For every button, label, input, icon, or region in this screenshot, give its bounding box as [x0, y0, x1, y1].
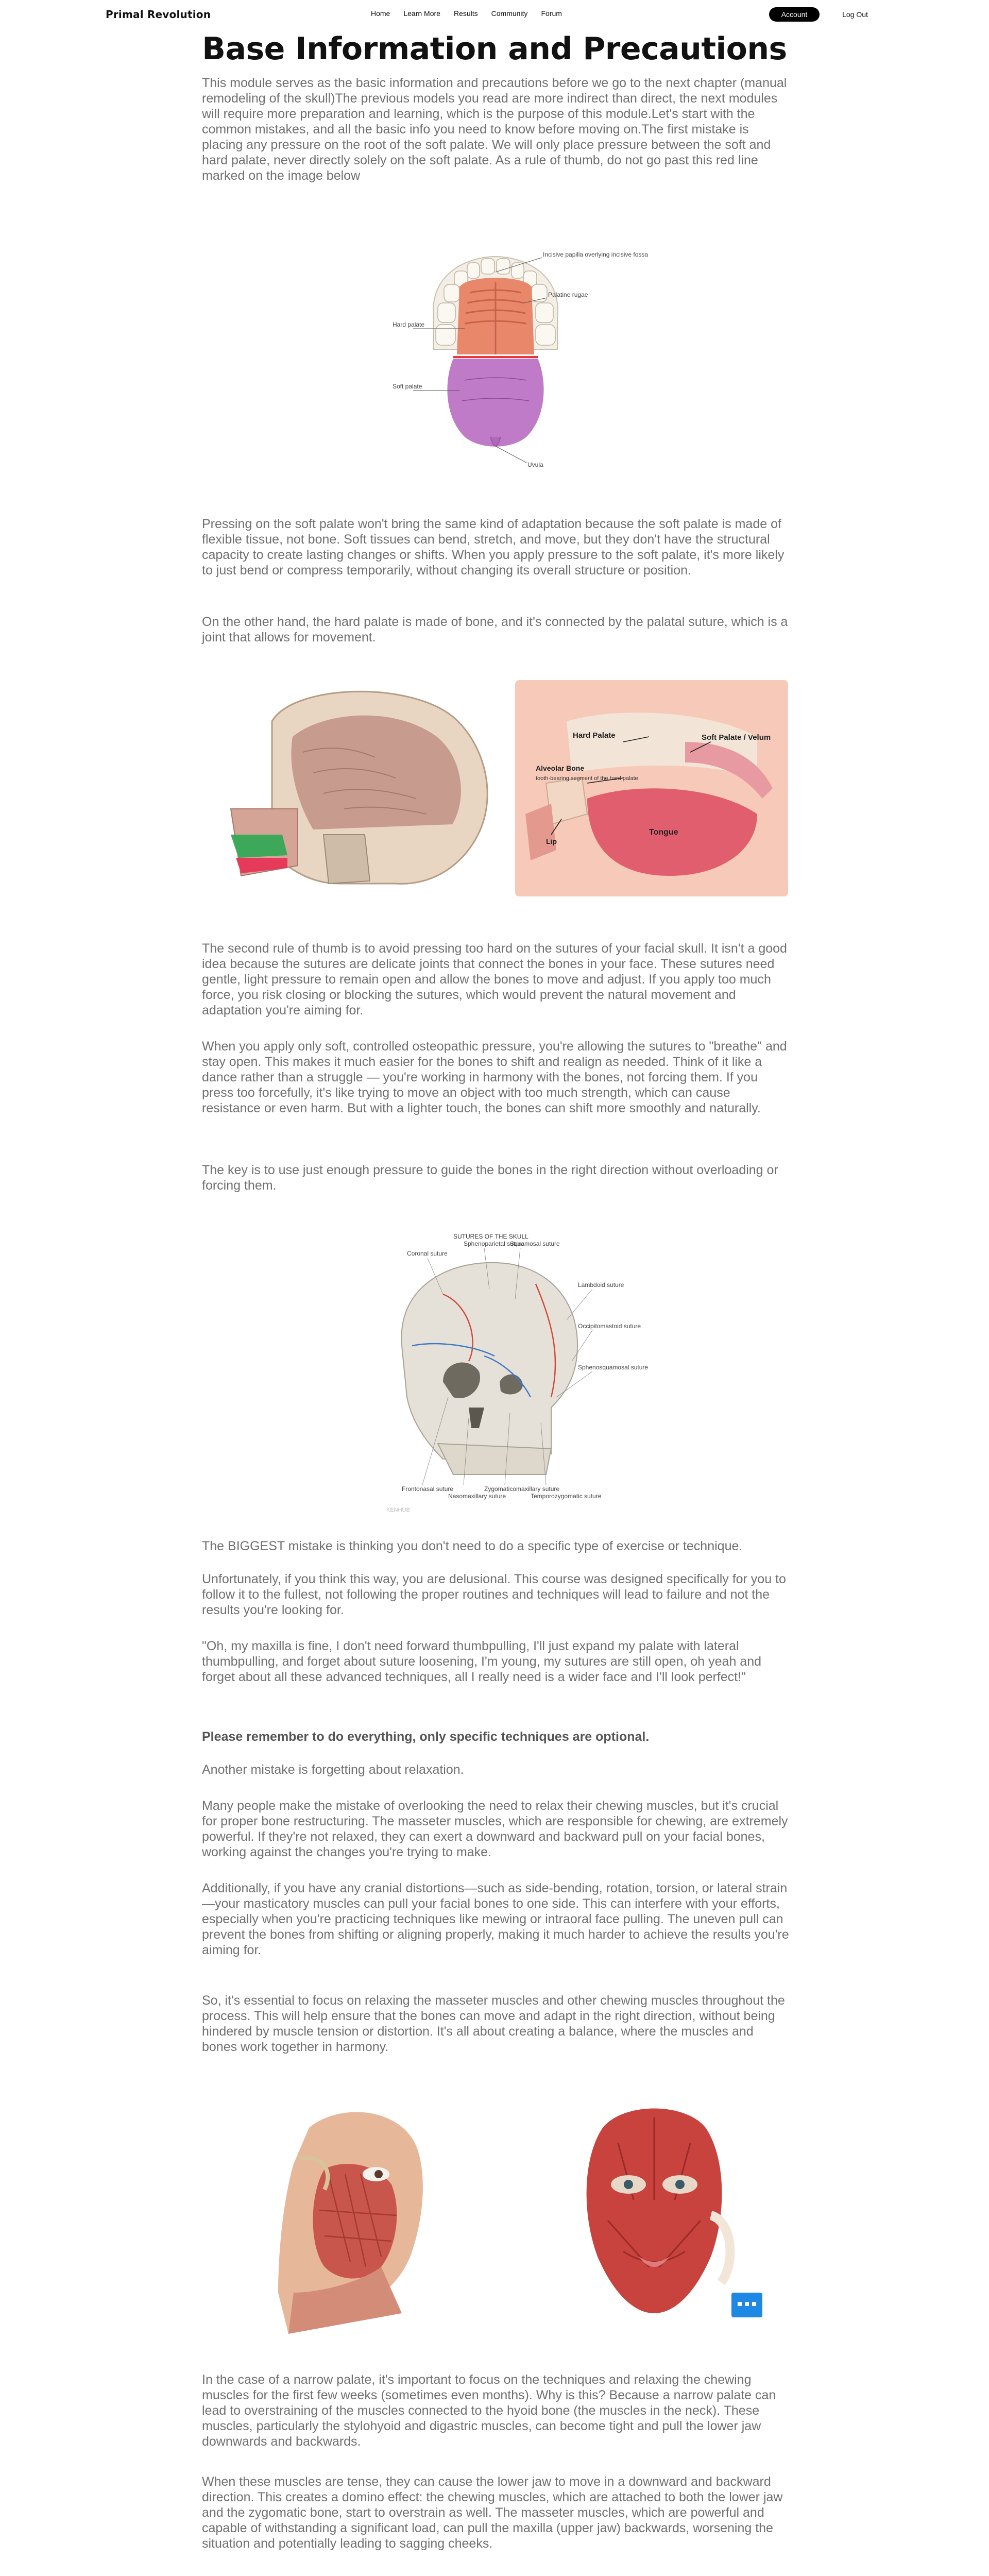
nav-learn-more-link[interactable]: Learn More: [403, 9, 440, 18]
paragraph-tense-muscles: When these muscles are tense, they can cause the lower jaw to move in a downward and backward direction. This creates a domino effect: the chewing muscles, which are attached to both the lower jaw and the zygomatic bone, start to overstrain as well. The masseter muscles, which are powerful and capable of withstanding a significant load, can pull the maxilla (upper jaw) backwards, worsening the situation and potentially leading to sagging cheeks.: [202, 2475, 783, 2551]
top-nav: [0, 0, 989, 27]
skull-label-squamosal: Squamosal suture: [510, 1240, 560, 1247]
skull-label-coronal: Coronal suture: [407, 1250, 448, 1257]
face-muscles-front-illustration: [536, 2097, 773, 2334]
brand-logo[interactable]: Primal Revolution: [106, 8, 211, 21]
face-muscles-side-illustration: [247, 2097, 453, 2334]
sagittal-label-soft-palate: Soft Palate / Velum: [702, 733, 771, 742]
paragraph-delusional: Unfortunately, if you think this way, you are delusional. This course was designed specifically for you to follow it to the fullest, not following the proper routines and techniques will lead to failure and not the results you're looking for.: [202, 1572, 786, 1617]
paragraph-chewing-muscles: Many people make the mistake of overlooking the need to relax their chewing muscles, but it's crucial for proper bone restructuring. The masseter muscles, which are responsible for chewing, are extremely powerful. If they're not relaxed, they can exert a downward and backward pull on your facial bones, working against the changes you're trying to make.: [202, 1799, 788, 1859]
account-button[interactable]: Account: [769, 7, 820, 22]
paragraph-biggest-mistake: The BIGGEST mistake is thinking you don't need to do a specific type of exercise or technique.: [202, 1539, 743, 1553]
sagittal-label-tongue: Tongue: [649, 828, 678, 837]
paragraph-key-pressure: The key is to use just enough pressure to guide the bones in the right direction without overloading or forcing them.: [202, 1163, 778, 1193]
paragraph-cranial-distortions: Additionally, if you have any cranial distortions—such as side-bending, rotation, torsion, or lateral strain—your masticatory muscles can pull your facial bones to one side. This can interfere with your efforts, especially when you're practicing techniques like mewing or intraoral face pulling. The uneven pull can prevent the bones from shifting or aligning properly, making it much harder to achieve the results you're aiming for.: [202, 1881, 789, 1957]
palate-label-papilla: Incisive papilla overlying incisive fossa: [543, 251, 649, 258]
sagittal-label-lip: Lip: [546, 837, 557, 845]
sagittal-label-alveolar-desc: tooth-bearing segment of the hard palate: [536, 775, 638, 782]
palate-label-uvula: Uvula: [527, 461, 543, 468]
page-title: Base Information and Precautions: [202, 31, 787, 67]
skull-label-zygomaticomaxillary: Zygomaticomaxillary suture: [484, 1485, 560, 1493]
paragraph-soft-palate: Pressing on the soft palate won't bring the same kind of adaptation because the soft palate is made of flexible tissue, not bone. Soft tissues can bend, stretch, and move, but they don't have the structural capacity to create lasting changes or shifts. When you apply pressure to the soft palate, it's more likely to just bend or compress temporarily, without changing its overall structure or position.: [202, 517, 785, 578]
paragraph-sutures-rule: The second rule of thumb is to avoid pressing too hard on the sutures of your facial skull. It isn't a good idea because the sutures are delicate joints that connect the bones in your face. These sutures need gentle, light pressure to remain open and allow the bones to move and adjust. If you apply too much force, you risk closing or blocking the sutures, which would prevent the natural movement and adaptation you're aiming for.: [202, 941, 787, 1018]
palate-label-soft: Soft palate: [393, 383, 422, 390]
nav-links: [371, 9, 562, 18]
paragraph-osteopathic-pressure: When you apply only soft, controlled osteopathic pressure, you're allowing the sutures to "breathe" and stay open. This makes it much easier for the bones to shift and realign as needed. Think of it like a dance rather than a struggle — you're working in harmony with the bones, not forcing them. If you press too forcefully, it's like trying to move an object with too much strength, which can cause resistance or even harm. But with a lighter touch, the bones can shift more smoothly and naturally.: [202, 1039, 787, 1115]
paragraph-remember: Please remember to do everything, only specific techniques are optional.: [202, 1730, 650, 1744]
paragraph-quote: "Oh, my maxilla is fine, I don't need forward thumbpulling, I'll just expand my palate with lateral thumbpulling, and forget about suture loosening, I'm young, my sutures are still open, oh yeah and forget about all these advanced techniques, all I really need is a wider face and I'll look perfect!": [202, 1639, 761, 1684]
nav-forum-link[interactable]: Forum: [541, 9, 562, 18]
skull-label-occipitomastoid: Occipitomastoid suture: [578, 1323, 641, 1330]
skull-diagram-title: SUTURES OF THE SKULL: [453, 1233, 528, 1240]
skull-sutures-diagram: [366, 1227, 649, 1516]
paragraph-hard-palate: On the other hand, the hard palate is made of bone, and it's connected by the palatal suture, which is a joint that allows for movement.: [202, 615, 788, 645]
sagittal-skull-illustration: [210, 680, 519, 896]
skull-label-sphenoparietal: Sphenoparietal suture: [464, 1240, 524, 1247]
paragraph-relaxation: Another mistake is forgetting about relaxation.: [202, 1762, 464, 1777]
sagittal-label-alveolar: Alveolar Bone: [536, 764, 585, 772]
nav-home-link[interactable]: Home: [371, 9, 390, 18]
palate-diagram: [393, 251, 649, 478]
skull-label-lambdoid: Lambdoid suture: [578, 1281, 624, 1289]
paragraph-narrow-palate: In the case of a narrow palate, it's important to focus on the techniques and relaxing the chewing muscles for the first few weeks (sometimes even months). Why is this? Because a narrow palate can lead to overstraining of the muscles connected to the hyoid bone (the muscles in the neck). These muscles, particularly the stylohyoid and digastric muscles, can become tight and pull the lower jaw downwards and backwards.: [202, 2372, 776, 2449]
skull-label-nasomaxillary: Nasomaxillary suture: [448, 1493, 506, 1500]
logout-button[interactable]: Log Out: [842, 10, 868, 19]
paragraph-intro: This module serves as the basic information and precautions before we go to the next chapter (manual remodeling of the skull)The previous models you read are more indirect than direct, the next modules will require more preparation and learning, which is the purpose of this module.Let's start with the common mistakes, and all the basic info you need to know before moving on.The first mistake is placing any pressure on the root of the soft palate. We will only place pressure between the soft and hard palate, never directly solely on the soft palate. As a rule of thumb, do not go past this red line marked on the image below: [202, 76, 787, 183]
palate-zoom-illustration: [515, 680, 788, 896]
skull-watermark: KENHUB: [386, 1507, 410, 1513]
sagittal-label-hard-palate: Hard Palate: [573, 731, 616, 740]
skull-label-temporozygomatic: Temporozygomatic suture: [531, 1493, 602, 1500]
skull-label-sphenosquamosal: Sphenosquamosal suture: [578, 1364, 649, 1371]
nav-community-link[interactable]: Community: [491, 9, 528, 18]
skull-label-frontonasal: Frontonasal suture: [402, 1485, 454, 1493]
palate-label-hard: Hard palate: [393, 321, 425, 328]
paragraph-masseter-focus: So, it's essential to focus on relaxing the masseter muscles and other chewing muscles throughout the process. This will help ensure that the bones can move and adapt in the right direction, without being hindered by muscle tension or distortion. It's all about creating a balance, where the muscles and bones work together in harmony.: [202, 1993, 785, 2054]
palate-label-rugae: Palatine rugae: [548, 291, 588, 298]
nav-results-link[interactable]: Results: [453, 9, 478, 18]
